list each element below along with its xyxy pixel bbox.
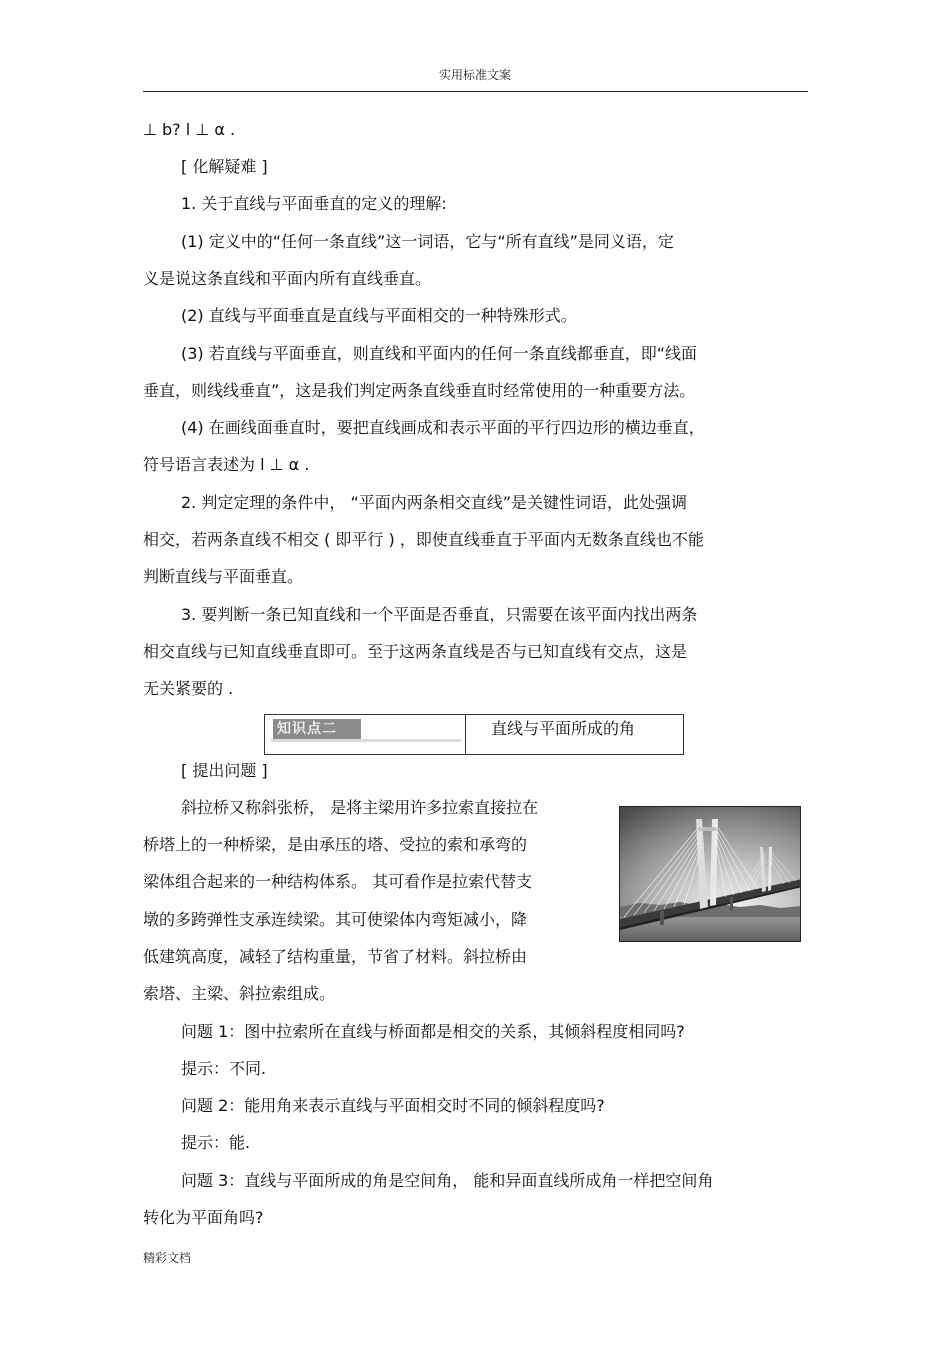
section2-line-5: 墩的多跨弹性支承连续梁。其可使梁体内弯矩减小，降 xyxy=(143,910,528,929)
section2-line-10: 问题 2：能用角来表示直线与平面相交时不同的倾斜程度吗? xyxy=(181,1096,605,1115)
section2-line-11: 提示：能. xyxy=(181,1133,251,1152)
body-line-1: ⊥ b? l ⊥ α . xyxy=(143,120,236,139)
body-line-11: 2. 判定定理的条件中， “平面内两条相交直线”是关键性词语，此处强调 xyxy=(181,493,688,512)
knowledge-point-label-shadow xyxy=(271,739,461,742)
knowledge-box-divider xyxy=(465,715,466,754)
section2-line-2: 斜拉桥又称斜张桥， 是将主梁用许多拉索直接拉在 xyxy=(181,798,539,817)
section2-line-1: [ 提出问题 ] xyxy=(181,761,268,780)
body-line-15: 相交直线与已知直线垂直即可。至于这两条直线是否与已知直线有交点，这是 xyxy=(143,642,688,661)
section2-line-13: 转化为平面角吗? xyxy=(143,1208,264,1227)
page-header: 实用标准文案 xyxy=(438,68,511,82)
body-line-16: 无关紧要的 . xyxy=(143,679,234,698)
knowledge-point-box xyxy=(264,714,684,755)
header-divider xyxy=(143,91,808,92)
body-line-3: 1. 关于直线与平面垂直的定义的理解: xyxy=(181,194,447,213)
section2-line-3: 桥塔上的一种桥梁，是由承压的塔、受拉的索和承弯的 xyxy=(143,835,528,854)
body-line-8: 垂直，则线线垂直”，这是我们判定两条直线垂直时经常使用的一种重要方法。 xyxy=(143,381,696,400)
knowledge-point-label: 知识点二 xyxy=(273,719,361,739)
body-line-6: (2) 直线与平面垂直是直线与平面相交的一种特殊形式。 xyxy=(181,306,577,325)
body-line-9: (4) 在画线面垂直时，要把直线画成和表示平面的平行四边形的横边垂直， xyxy=(181,418,705,437)
body-line-7: (3) 若直线与平面垂直，则直线和平面内的任何一条直线都垂直，即“线面 xyxy=(181,344,698,363)
section2-line-12: 问题 3：直线与平面所成的角是空间角， 能和异面直线所成角一样把空间角 xyxy=(181,1171,714,1190)
section2-line-7: 索塔、主梁、斜拉索组成。 xyxy=(143,984,336,1003)
cable-stayed-bridge-image xyxy=(619,806,801,942)
section2-line-4: 梁体组合起来的一种结构体系。 其可看作是拉索代替支 xyxy=(143,872,533,891)
body-line-4: (1) 定义中的“任何一条直线”这一词语，它与“所有直线”是同义语，定 xyxy=(181,232,674,251)
section2-line-6: 低建筑高度，减轻了结构重量，节省了材料。斜拉桥由 xyxy=(143,947,528,966)
body-line-14: 3. 要判断一条已知直线和一个平面是否垂直，只需要在该平面内找出两条 xyxy=(181,605,698,624)
page-footer: 精彩文档 xyxy=(143,1251,192,1265)
body-line-10: 符号语言表述为 l ⊥ α . xyxy=(143,455,310,474)
body-line-13: 判断直线与平面垂直。 xyxy=(143,567,304,586)
knowledge-point-title: 直线与平面所成的角 xyxy=(491,719,636,738)
body-line-12: 相交，若两条直线不相交 ( 即平行 ) ，即使直线垂直于平面内无数条直线也不能 xyxy=(143,530,704,549)
section2-line-8: 问题 1：图中拉索所在直线与桥面都是相交的关系，其倾斜程度相同吗? xyxy=(181,1022,685,1041)
section2-line-9: 提示：不同. xyxy=(181,1059,267,1078)
body-line-2: [ 化解疑难 ] xyxy=(181,157,268,176)
body-line-5: 义是说这条直线和平面内所有直线垂直。 xyxy=(143,269,432,288)
